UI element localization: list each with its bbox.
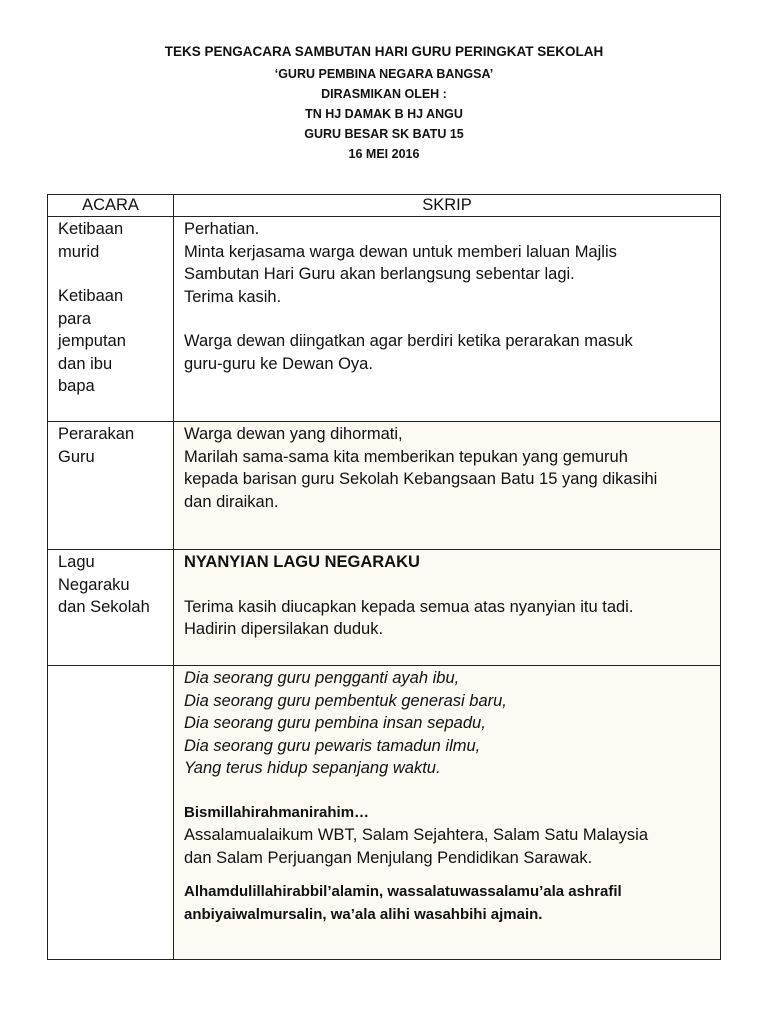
- skrip-cell: NYANYIAN LAGU NEGARAKU Terima kasih diucapkan kepada semua atas nyanyian itu tadi. Hadirin dipersilakan duduk.: [174, 550, 721, 666]
- skrip-header: SKRIP: [174, 195, 721, 217]
- acara-cell: Perarakan Guru: [48, 422, 174, 550]
- acara-cell: Lagu Negaraku dan Sekolah: [48, 550, 174, 666]
- officiator-title: GURU BESAR SK BATU 15: [304, 127, 464, 141]
- document-title: TEKS PENGACARA SAMBUTAN HARI GURU PERINGKAT SEKOLAH: [164, 44, 604, 59]
- skrip-cell: Warga dewan yang dihormati, Marilah sama-sama kita memberikan tepukan yang gemuruh kepada barisan guru Sekolah Kebangsaan Batu 15 yang dikasihi dan diraikan.: [174, 422, 721, 550]
- acara-header: ACARA: [48, 195, 174, 217]
- event-date: 16 MEI 2016: [348, 147, 420, 161]
- poem: Dia seorang guru pengganti ayah ibu, Dia seorang guru pembentuk generasi baru, Dia seorang guru pembina insan sepadu, Dia seorang guru pewaris tamadun ilmu, Yang terus hidup sepanjang waktu.: [184, 669, 507, 777]
- skrip-cell: Dia seorang guru pengganti ayah ibu, Dia seorang guru pembentuk generasi baru, Dia seorang guru pembina insan sepadu, Dia seorang guru pewaris tamadun ilmu, Yang terus hidup sepanjang waktu. Bismillahirahmanirahim… Assalamualaikum WBT, Salam Sejahtera, Salam Satu Malaysia dan Salam Perjuangan Menjulang Pendidikan Sarawak. Alhamdulillahirabbil’alamin, wassalatuwassalamu’ala ashrafil anbiyaiwalmursalin, wa’ala alihi wasahbihi ajmain.: [174, 666, 721, 960]
- table-header-row: [48, 195, 721, 217]
- skrip-cell: Perhatian. Minta kerjasama warga dewan untuk memberi laluan Majlis Sambutan Hari Guru akan berlangsung sebentar lagi. Terima kasih. Warga dewan diingatkan agar berdiri ketika perarakan masuk guru-guru ke Dewan Oya.: [174, 217, 721, 422]
- table-row: [48, 217, 721, 422]
- bismillah-line: Bismillahirahmanirahim…: [184, 803, 370, 821]
- acara-cell: Ketibaan murid Ketibaan para jemputan dan ibu bapa: [48, 217, 174, 422]
- song-heading: NYANYIAN LAGU NEGARAKU: [184, 553, 420, 571]
- table-row: [48, 666, 721, 960]
- theme-line: ‘GURU PEMBINA NEGARA BANGSA’: [274, 67, 494, 81]
- table-row: [48, 550, 721, 666]
- acara-cell: [48, 666, 174, 960]
- table-row: [48, 422, 721, 550]
- script-table: [47, 194, 721, 960]
- document-header: [0, 42, 768, 165]
- officiated-by-label: DIRASMIKAN OLEH :: [321, 87, 447, 101]
- officiator-name: TN HJ DAMAK B HJ ANGU: [305, 107, 463, 121]
